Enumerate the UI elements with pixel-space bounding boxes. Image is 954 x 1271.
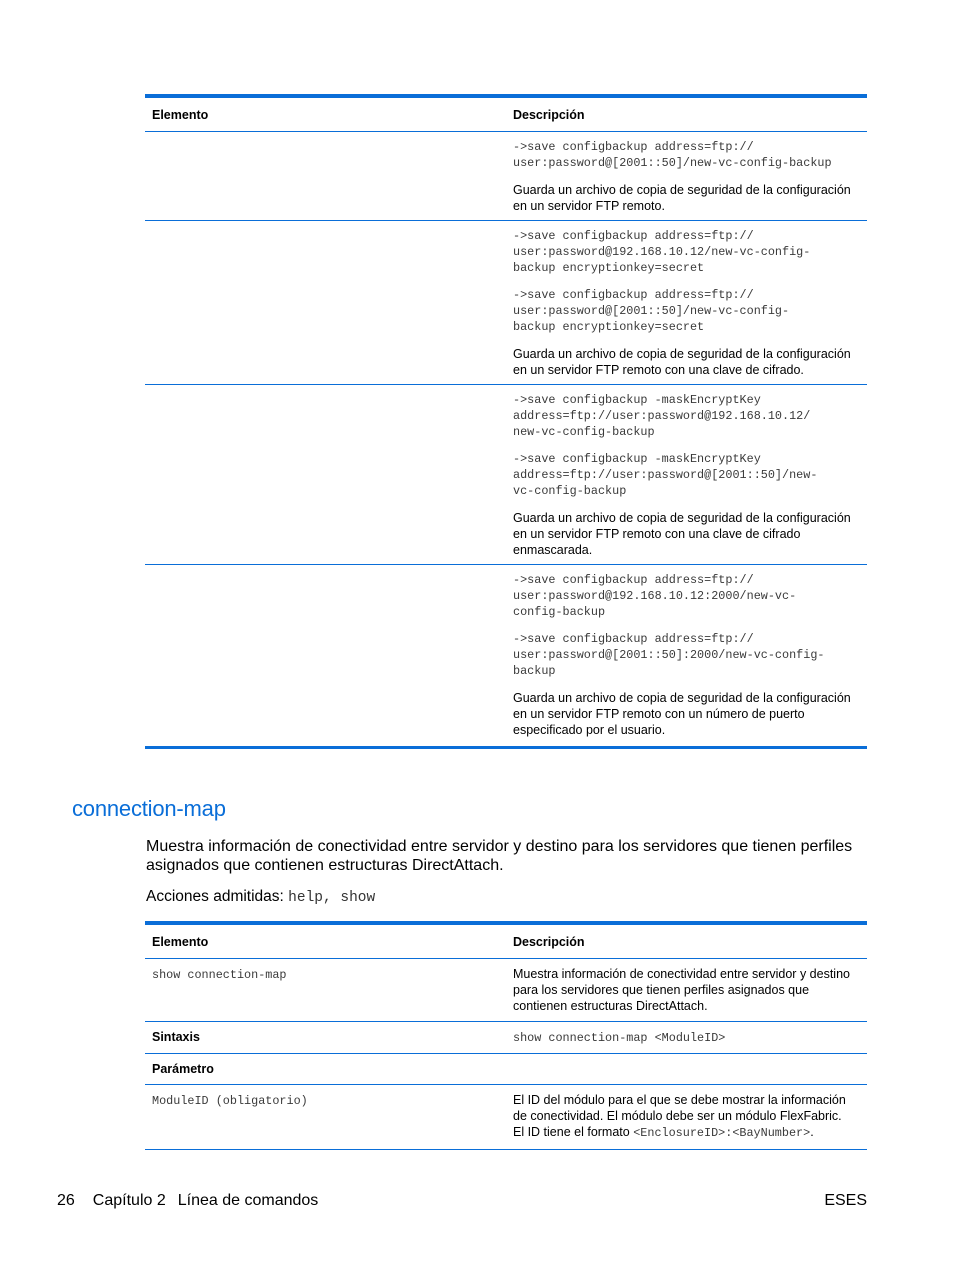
- code-example: ->save configbackup address=ftp:// user:password@[2001::50]/new-vc-config-backup: [513, 140, 832, 170]
- header-elemento: Elemento: [152, 108, 209, 122]
- syntax-value: show connection-map <ModuleID>: [513, 1031, 726, 1045]
- supported-actions: [146, 888, 375, 906]
- code-example: ->save configbackup -maskEncryptKey address=ftp://user:password@192.168.10.12/ new-vc-config-backup: [513, 393, 811, 439]
- item-cell: [145, 221, 506, 385]
- code-example: ->save configbackup address=ftp:// user:password@192.168.10.12/new-vc-config- backup encryptionkey=secret: [513, 229, 811, 275]
- description-text: [513, 1092, 860, 1141]
- actions-colon: :: [279, 888, 289, 905]
- parameter-label: Parámetro: [152, 1062, 214, 1076]
- parameter-description: El ID del módulo para el que se debe mostrar la información de conectividad. El módulo debe ser un módulo FlexFabric. El ID tiene el formato: [513, 1093, 846, 1139]
- description-text: Guarda un archivo de copia de seguridad de la configuración en un servidor FTP remoto con una clave de cifrado.: [513, 347, 851, 377]
- chapter-number: Capítulo 2: [92, 1192, 166, 1209]
- header-descripcion: Descripción: [513, 935, 585, 949]
- table-row: [145, 959, 867, 1022]
- code-example: ->save configbackup address=ftp:// user:password@[2001::50]:2000/new-vc-config- backup: [513, 632, 825, 678]
- table-row: [145, 132, 867, 221]
- section-title: connection-map: [72, 796, 226, 821]
- connection-map-table: [145, 921, 867, 1150]
- table-row: [145, 1054, 867, 1085]
- code-example: ->save configbackup address=ftp:// user:password@[2001::50]/new-vc-config- backup encryptionkey=secret: [513, 288, 790, 334]
- table-row: [145, 385, 867, 565]
- id-format: <EnclosureID>:<BayNumber>: [633, 1126, 811, 1140]
- description-cell: [506, 959, 867, 1022]
- header-elemento: Elemento: [152, 935, 209, 949]
- table-row: [145, 1085, 867, 1150]
- description-cell: [506, 221, 867, 385]
- table-row: [145, 221, 867, 385]
- item-cell: [145, 1085, 506, 1150]
- description-cell: [506, 565, 867, 748]
- config-backup-table: [145, 94, 867, 749]
- page-number: 26: [57, 1192, 75, 1209]
- command-name: show connection-map: [152, 968, 287, 982]
- actions-values: help, show: [288, 890, 376, 906]
- code-example: ->save configbackup -maskEncryptKey address=ftp://user:password@[2001::50]/new- vc-config-backup: [513, 452, 818, 498]
- table-header-row: [145, 923, 867, 959]
- period: .: [810, 1125, 814, 1139]
- description-cell: [506, 1054, 867, 1085]
- section-intro: Muestra información de conectividad entre servidor y destino para los servidores que tienen perfiles asignados que contienen estructuras DirectAttach.: [146, 838, 853, 874]
- description-text: Muestra información de conectividad entre servidor y destino para los servidores que tienen perfiles asignados que contienen estructuras DirectAttach.: [513, 967, 850, 1013]
- description-cell: [506, 1022, 867, 1054]
- header-descripcion: Descripción: [513, 108, 585, 122]
- page-footer: [57, 1192, 867, 1210]
- actions-label: Acciones admitidas: [146, 888, 280, 905]
- description-cell: [506, 1085, 867, 1150]
- item-cell: [145, 565, 506, 748]
- table-row: [145, 565, 867, 748]
- item-cell: [145, 959, 506, 1022]
- description-text: Guarda un archivo de copia de seguridad de la configuración en un servidor FTP remoto con una clave de cifrado enmascarada.: [513, 511, 851, 557]
- description-text: Guarda un archivo de copia de seguridad de la configuración en un servidor FTP remoto.: [513, 183, 851, 213]
- item-cell: [145, 1054, 506, 1085]
- description-cell: [506, 385, 867, 565]
- code-example: ->save configbackup address=ftp:// user:password@192.168.10.12:2000/new-vc- config-backup: [513, 573, 797, 619]
- item-cell: [145, 385, 506, 565]
- locale-code: ESES: [824, 1192, 867, 1209]
- description-text: Guarda un archivo de copia de seguridad de la configuración en un servidor FTP remoto con un número de puerto especificado por el usuario.: [513, 691, 851, 737]
- parameter-name: ModuleID (obligatorio): [152, 1094, 308, 1108]
- item-cell: [145, 132, 506, 221]
- syntax-label: Sintaxis: [152, 1030, 200, 1044]
- description-cell: [506, 132, 867, 221]
- item-cell: [145, 1022, 506, 1054]
- table-row: [145, 1022, 867, 1054]
- table-header-row: [145, 96, 867, 132]
- chapter-title: Línea de comandos: [177, 1192, 319, 1209]
